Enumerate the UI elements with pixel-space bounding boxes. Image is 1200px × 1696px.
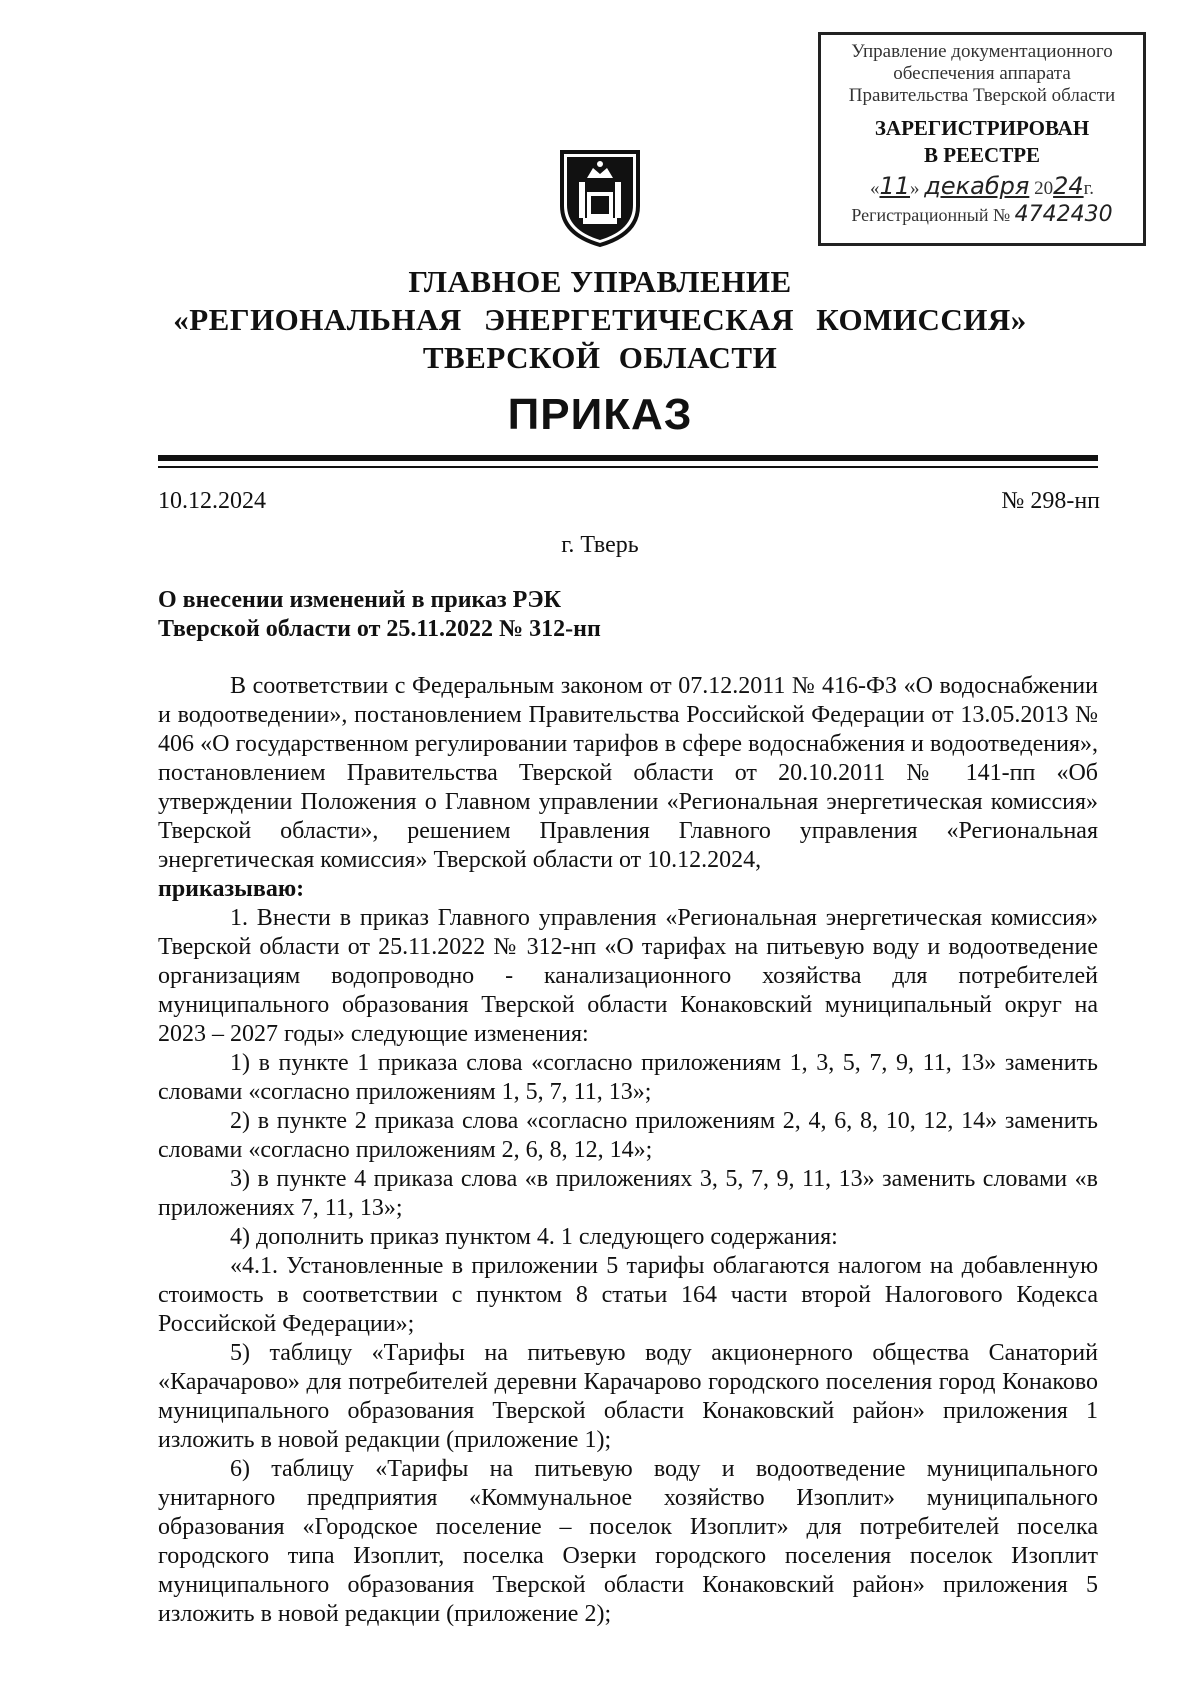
document-number: № 298-нп: [1001, 488, 1100, 514]
stamp-org-line: Правительства Тверской области: [848, 85, 1116, 106]
registration-stamp: [818, 32, 1146, 246]
stamp-org-line: Управление документационного: [851, 41, 1113, 62]
stamp-number-line: [821, 204, 1143, 226]
subitem-paragraph: 6) таблицу «Тарифы на питьевую воду и водоотведение муниципального унитарного предприятия «Коммунальное хозяйство Изоплит» муниципального образования «Городское поселение – поселок Изоплит» для потребителей поселка городского типа Изоплит, поселка Озерки городского поселения поселок Изоплит муниципального образования Тверской области Конаковский район» приложения 5 изложить в новой редакции (приложение 2);: [158, 1456, 1098, 1627]
document-body: [158, 672, 1098, 1629]
document-type-title: ПРИКАЗ: [507, 390, 693, 439]
subitem-paragraph: 3) в пункте 4 приказа слова «в приложениях 3, 5, 7, 9, 11, 13» заменить словами «в приложениях 7, 11, 13»;: [158, 1166, 1098, 1221]
subitem-paragraph: 1) в пункте 1 приказа слова «согласно приложениям 1, 3, 5, 7, 9, 11, 13» заменить словами «согласно приложениям 1, 5, 7, 11, 13»;: [158, 1050, 1098, 1105]
subitem-quote-paragraph: «4.1. Установленные в приложении 5 тарифы облагаются налогом на добавленную стоимость в соответствии с пунктом 8 статьи 164 части второй Налогового Кодекса Российской Федерации»;: [158, 1253, 1098, 1337]
header-divider-thin: [158, 466, 1098, 468]
stamp-year-unit: г.: [1083, 178, 1095, 199]
document-date: 10.12.2024: [158, 488, 266, 514]
stamp-year-suffix: 24: [1053, 172, 1084, 200]
subitem-paragraph: 5) таблицу «Тарифы на питьевую воду акционерного общества Санаторий «Карачарово» для потребителей деревни Карачарово городского поселения город Конаково муниципального образования Тверской области Конаковский район» приложения 1 изложить в новой редакции (приложение 1);: [158, 1340, 1098, 1453]
document-subject: [158, 586, 718, 644]
order-word: приказываю:: [158, 876, 305, 902]
subitem-paragraph: 2) в пункте 2 приказа слова «согласно приложениям 2, 4, 6, 8, 10, 12, 14» заменить словами «согласно приложениям 2, 6, 8, 12, 14»;: [158, 1108, 1098, 1163]
item-paragraph: 1. Внести в приказ Главного управления «Региональная энергетическая комиссия» Тверской области от 25.11.2022 № 312-нп «О тарифах на питьевую воду и водоотведение организациям водопроводно - канализационного хозяйства для потребителей муниципального образования Тверской области Конаковский муниципальный округ на 2023 – 2027 годы» следующие изменения:: [158, 905, 1098, 1047]
stamp-year-prefix: 20: [1034, 178, 1054, 199]
stamp-registered-title: [821, 115, 1143, 169]
stamp-reg-label: Регистрационный №: [851, 205, 1011, 225]
subitem-paragraph: 4) дополнить приказ пунктом 4. 1 следующего содержания:: [230, 1224, 838, 1250]
preamble-paragraph: В соответствии с Федеральным законом от 07.12.2011 № 416-ФЗ «О водоснабжении и водоотведении», постановлением Правительства Российской Федерации от 13.05.2013 № 406 «О государственном регулировании тарифов в сфере водоснабжения и водоотведения», постановлением Правительства Тверской области от 20.10.2011 № 141-пп «Об утверждении Положения о Главном управлении «Региональная энергетическая комиссия» Тверской области», решением Правления Главного управления «Региональная энергетическая комиссия» Тверской области от 10.12.2024,: [158, 673, 1098, 873]
stamp-month: декабря: [924, 172, 1030, 200]
coat-of-arms-icon: [557, 148, 643, 248]
issuer-line-3: ТВЕРСКОЙ ОБЛАСТИ: [422, 340, 778, 375]
subject-line: О внесении изменений в приказ РЭК: [158, 587, 561, 613]
stamp-registered-line: В РЕЕСТРЕ: [923, 143, 1041, 167]
header-divider-thick: [158, 455, 1098, 461]
stamp-date-line: «11» декабря 2024г.: [869, 172, 1095, 200]
stamp-registered-line: ЗАРЕГИСТРИРОВАН: [874, 116, 1090, 140]
issuer-line-1: ГЛАВНОЕ УПРАВЛЕНИЕ: [408, 264, 792, 299]
stamp-org-line: обеспечения аппарата: [893, 63, 1071, 84]
stamp-day: 11: [879, 172, 911, 200]
issuer-line-2: «РЕГИОНАЛЬНАЯ ЭНЕРГЕТИЧЕСКАЯ КОМИССИЯ»: [173, 302, 1027, 337]
stamp-organization: [821, 41, 1143, 107]
document-city: г. Тверь: [561, 532, 639, 558]
stamp-reg-number: 4742430: [1014, 202, 1113, 227]
subject-line: Тверской области от 25.11.2022 № 312-нп: [158, 616, 601, 642]
